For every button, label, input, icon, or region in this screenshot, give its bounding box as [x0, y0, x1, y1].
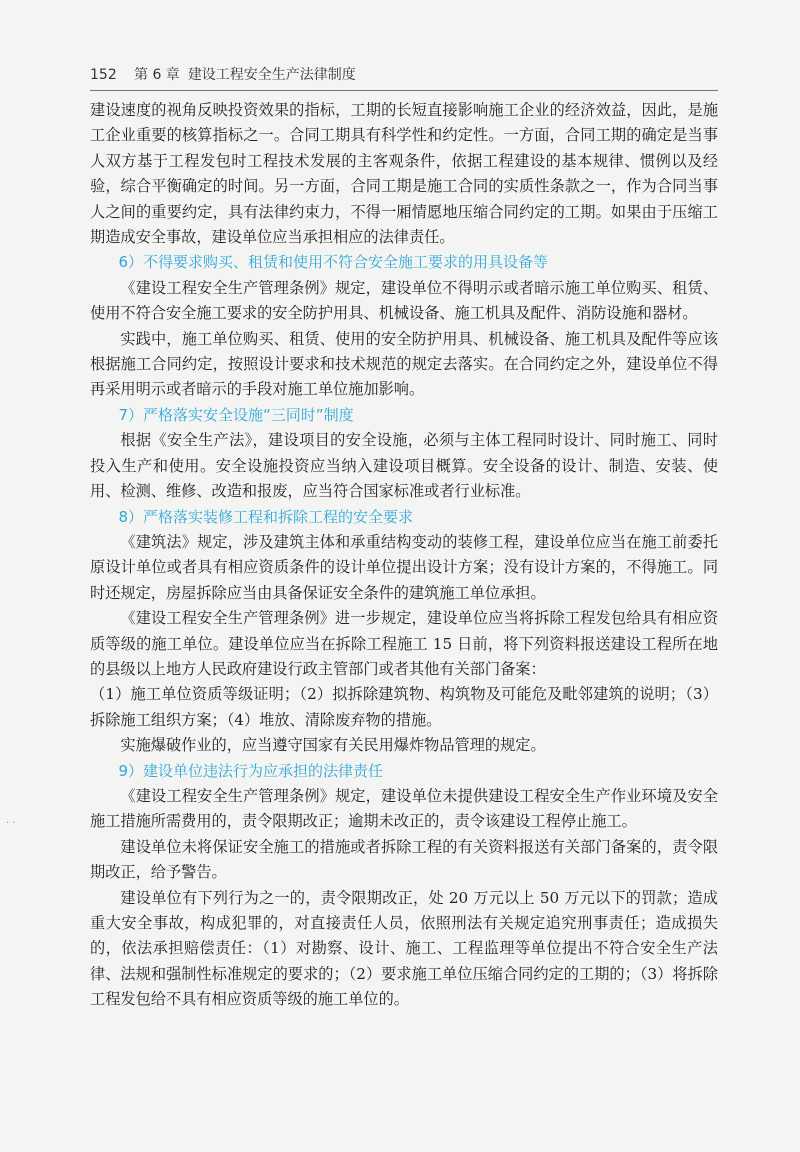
paragraph: 建设单位有下列行为之一的，责令限期改正，处 20 万元以上 50 万元以下的罚款；造成重大安全事故，构成犯罪的，对直接责任人员，依照刑法有关规定追究刑事责任；造成损失的，依法承担赔偿责任：（1）对勘察、设计、施工、工程监理等单位提出不符合安全生产法律、法规和强制性标准规定的要求的；（2）要求施工单位压缩合同约定的工期的；（3）将拆除工程发包给不具有相应资质等级的施工单位的。: [90, 888, 718, 1009]
paragraph: 建设单位未将保证安全施工的措施或者拆除工程的有关资料报送有关部门备案的，责令限期改正，给予警告。: [90, 837, 718, 882]
paragraph-list: （1）施工单位资质等级证明；（2）拟拆除建筑物、构筑物及可能危及毗邻建筑的说明；（3）拆除施工组织方案；（4）堆放、清除废弃物的措施。: [90, 685, 718, 729]
paragraph: 实施爆破作业的，应当遵守国家有关民用爆炸物品管理的规定。: [120, 736, 546, 755]
paragraph: 《建设工程安全生产管理条例》规定，建设单位不得明示或者暗示施工单位购买、租赁、使用不符合安全施工要求的安全防护用具、机械设备、施工机具及配件、消防设施和器材。: [90, 278, 718, 323]
paragraph-continued: 建设速度的视角反映投资效果的指标，工期的长短直接影响施工企业的经济效益，因此，是施工企业重要的核算指标之一。合同工期具有科学性和约定性。一方面，合同工期的确定是当事人双方基于工程发包时工程技术发展的主客观条件，依据工程建设的基本规律、惯例以及经验，综合平衡确定的时间。另一方面，合同工期是施工合同的实质性条款之一，作为合同当事人之间的重要约定，具有法律约束力，不得一厢情愿地压缩合同约定的工期。如果由于压缩工期造成安全事故，建设单位应当承担相应的法律责任。: [90, 101, 718, 247]
paragraph: 《建筑法》规定，涉及建筑主体和承重结构变动的装修工程，建设单位应当在施工前委托原设计单位或者具有相应资质条件的设计单位提出设计方案；没有设计方案的，不得施工。同时还规定，房屋拆除应当由具备保证安全条件的建筑施工单位承担。: [90, 532, 718, 602]
header-rule: [90, 90, 718, 91]
paragraph: 《建设工程安全生产管理条例》规定，建设单位未提供建设工程安全生产作业环境及安全施工措施所需费用的，责令限期改正；逾期未改正的，责令该建设工程停止施工。: [90, 786, 718, 831]
section-heading-7: 7）严格落实安全设施“三同时”制度: [118, 405, 354, 424]
chapter-label: 第 6 章: [134, 67, 180, 83]
paragraph: 根据《安全生产法》，建设项目的安全设施，必须与主体工程同时设计、同时施工、同时投入生产和使用。安全设施投资应当纳入建设项目概算。安全设备的设计、制造、安装、使用、检测、维修、改造和报废，应当符合国家标准或者行业标准。: [90, 431, 718, 501]
margin-mark: · ·: [6, 818, 16, 829]
section-heading-8: 8）严格落实装修工程和拆除工程的安全要求: [118, 507, 414, 526]
page-body: [90, 98, 718, 1013]
paragraph: 实践中，施工单位购买、租赁、使用的安全防护用具、机械设备、施工机具及配件等应该根据施工合同约定，按照设计要求和技术规范的规定去落实。在合同约定之外，建设单位不得再采用明示或者暗示的手段对施工单位施加影响。: [90, 329, 718, 399]
paragraph: 《建设工程安全生产管理条例》进一步规定，建设单位应当将拆除工程发包给具有相应资质等级的施工单位。建设单位应当在拆除工程施工 15 日前，将下列资料报送建设工程所在地的县级以上地方人民政府建设行政主管部门或者其他有关部门备案：: [90, 609, 718, 678]
section-heading-9: 9）建设单位违法行为应承担的法律责任: [118, 761, 384, 780]
running-header: [90, 64, 718, 84]
page-number: 152: [90, 67, 117, 83]
chapter-title: 建设工程安全生产法律制度: [187, 67, 356, 83]
section-heading-6: 6）不得要求购买、租赁和使用不符合安全施工要求的用具设备等: [118, 253, 549, 272]
